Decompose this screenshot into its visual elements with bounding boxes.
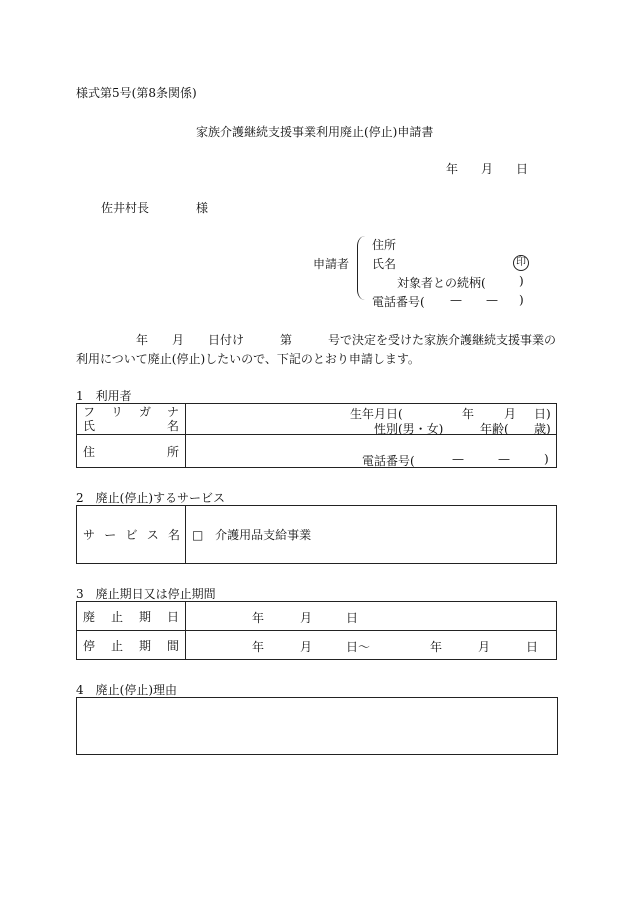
stop-period-char: 止 xyxy=(110,638,123,653)
end-date-char: 期 xyxy=(138,609,151,624)
stop-period-char: 間 xyxy=(166,638,179,653)
stop-from-month: 月 xyxy=(300,640,313,654)
applicant-phone-dash1: — xyxy=(450,293,462,307)
body-line1: 号で決定を受けた家族介護継続支援事業の xyxy=(328,333,557,347)
relation-label: 対象者との続柄( xyxy=(397,276,486,290)
furigana-char: フ xyxy=(83,405,96,419)
user-phone-dash1: — xyxy=(452,452,464,466)
stop-period-label xyxy=(77,637,185,654)
address-label xyxy=(77,443,185,460)
document-title: 家族介護継続支援事業利用廃止(停止)申請書 xyxy=(196,125,434,139)
birth-month: 月 xyxy=(504,407,517,421)
section3-heading: 3 廃止期日又は停止期間 xyxy=(76,587,216,601)
user-phone-dash2: — xyxy=(498,452,510,466)
body-month: 月 xyxy=(172,333,185,347)
end-date-cell[interactable] xyxy=(186,602,557,631)
addressee-honorific: 様 xyxy=(196,201,209,215)
period-table xyxy=(76,601,557,660)
relation-close: ) xyxy=(519,274,524,288)
name-label xyxy=(77,419,185,433)
name-char: 氏 xyxy=(83,419,96,433)
name-char: 名 xyxy=(166,419,179,433)
body-year: 年 xyxy=(136,333,149,347)
seal-mark xyxy=(513,254,529,271)
section4-heading: 4 廃止(停止)理由 xyxy=(76,683,177,697)
stop-period-cell[interactable] xyxy=(186,631,557,660)
end-date-char: 廃 xyxy=(83,609,96,624)
applicant-address-label: 住所 xyxy=(372,238,397,252)
user-address-cell[interactable] xyxy=(186,435,557,468)
stop-period-char: 期 xyxy=(138,638,151,653)
service-checkbox[interactable]: □ xyxy=(192,528,204,542)
end-month: 月 xyxy=(300,611,313,625)
birth-label: 生年月日( xyxy=(350,407,403,421)
seal-icon: 印 xyxy=(513,255,529,271)
stop-to-year: 年 xyxy=(430,640,443,654)
service-name: 介護用品支給事業 xyxy=(215,528,312,542)
section1-heading: 1 利用者 xyxy=(76,389,132,403)
end-year: 年 xyxy=(252,611,265,625)
end-date-char: 日 xyxy=(166,609,179,624)
birth-year: 年 xyxy=(462,407,475,421)
applicant-phone-label: 電話番号( xyxy=(372,295,425,309)
addressee-name: 佐井村長 xyxy=(101,201,150,215)
furigana-char: ナ xyxy=(166,405,179,419)
furigana-label xyxy=(77,405,185,419)
age-label: 年齢( xyxy=(480,422,509,436)
birth-day: 日) xyxy=(534,407,551,421)
reason-box[interactable] xyxy=(76,697,558,755)
end-day: 日 xyxy=(346,611,359,625)
furigana-char: ガ xyxy=(138,405,151,419)
applicant-label: 申請者 xyxy=(313,257,350,271)
service-label-char: サ xyxy=(83,528,96,542)
stop-to-month: 月 xyxy=(478,640,491,654)
service-label-char: ビ xyxy=(125,528,138,542)
service-cell xyxy=(186,506,557,564)
date-year: 年 xyxy=(446,162,459,176)
stop-from-day: 日～ xyxy=(346,640,371,654)
end-date-label xyxy=(77,608,185,625)
service-label-char: ー xyxy=(104,528,117,542)
gender-field: 性別(男・女) xyxy=(374,422,444,436)
applicant-brace xyxy=(357,236,366,300)
form-number: 様式第5号(第8条関係) xyxy=(76,86,197,100)
address-char: 住 xyxy=(83,444,96,459)
section2-heading: 2 廃止(停止)するサービス xyxy=(76,491,225,505)
stop-to-day: 日 xyxy=(526,640,539,654)
body-number-prefix: 第 xyxy=(280,333,293,347)
user-name-cell[interactable] xyxy=(186,404,557,435)
end-date-char: 止 xyxy=(110,609,123,624)
service-table xyxy=(76,505,557,564)
applicant-phone-close: ) xyxy=(519,293,524,307)
applicant-phone-dash2: — xyxy=(486,293,498,307)
age-unit: 歳) xyxy=(534,422,551,436)
user-table xyxy=(76,403,557,468)
service-label xyxy=(77,526,185,543)
address-char: 所 xyxy=(166,444,179,459)
user-phone-label: 電話番号( xyxy=(362,454,415,468)
applicant-name-label: 氏名 xyxy=(372,257,397,271)
body-line2: 利用について廃止(停止)したいので、下記のとおり申請します。 xyxy=(76,352,420,366)
furigana-char: リ xyxy=(110,405,123,419)
user-phone-close: ) xyxy=(544,452,549,466)
body-day-dated: 日付け xyxy=(208,333,245,347)
service-label-char: ス xyxy=(146,528,159,542)
date-day: 日 xyxy=(516,162,529,176)
stop-period-char: 停 xyxy=(83,638,96,653)
date-month: 月 xyxy=(481,162,494,176)
stop-from-year: 年 xyxy=(252,640,265,654)
service-label-char: 名 xyxy=(167,528,180,542)
